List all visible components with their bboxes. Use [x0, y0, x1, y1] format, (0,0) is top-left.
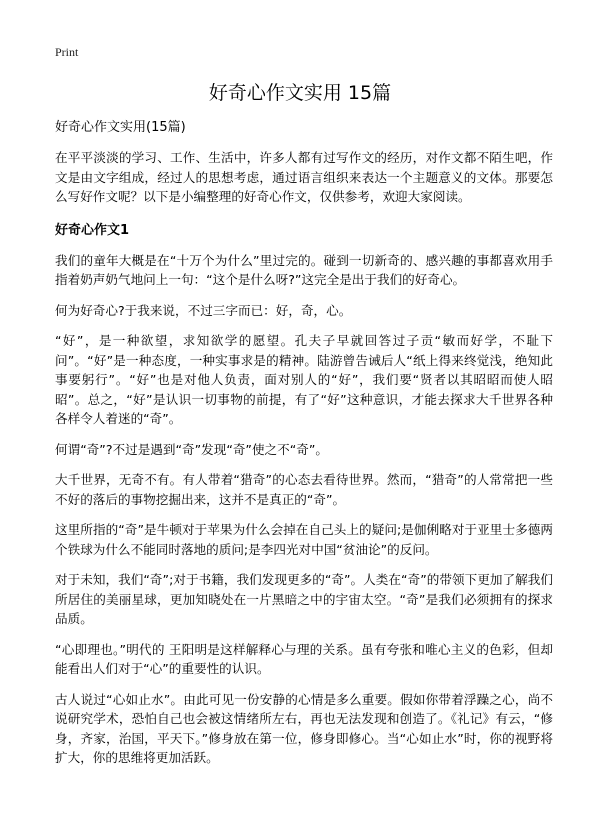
- body-paragraph: 何为好奇心?于我来说，不过三字而已：好，奇，心。: [55, 302, 352, 318]
- print-link[interactable]: Print: [55, 45, 79, 59]
- body-paragraph: “好”，是一种欲望，求知欲学的愿望。孔夫子早就回答过子贡“敏而好学，不耻下问”。“好”是一种态度，一种实事求是的精神。陆游曾告诫后人“纸上得来终觉浅，绝知此事要躬行”。“好”也是对他人负责，面对别人的“好”，我们要“贤者以其昭昭而使人昭昭”。总之，“好”是认识一切事物的前提，有了“好”这种意识，才能去探求大千世界各种各样令人着迷的“奇”。: [55, 333, 553, 426]
- body-paragraph: 这里所指的“奇”是牛顿对于苹果为什么会掉在自己头上的疑问;是伽俐略对于亚里士多德两个铁球为什么不能同时落地的质问;是李四光对中国“贫油论”的反问。: [55, 522, 553, 557]
- article-body: [55, 118, 553, 779]
- body-paragraph: 古人说过“心如止水”。由此可见一份安静的心情是多么重要。假如你带着浮躁之心，尚不说研究学术，恐怕自己也会被这情绪所左右，再也无法发现和创造了。《礼记》有云，“修身，齐家，治国，平天下。”修身放在第一位，修身即修心。当“心如止水”时，你的视野将扩大，你的思维将更加活跃。: [55, 691, 553, 765]
- section-heading: 好奇心作文1: [55, 222, 130, 238]
- body-paragraph: 我们的童年大概是在“十万个为什么”里过完的。碰到一切新奇的、感兴趣的事都喜欢用手指着奶声奶气地问上一句：“这个是什么呀?”这完全是出于我们的好奇心。: [55, 252, 553, 287]
- body-paragraph: “心即理也。”明代的 王阳明是这样解释心与理的关系。虽有夸张和唯心主义的色彩，但却能看出人们对于“心”的重要性的认识。: [55, 641, 553, 676]
- body-paragraph: 对于未知，我们“奇”;对于书籍，我们发现更多的“奇”。人类在“奇”的带领下更加了解我们所居住的美丽星球，更加知晓处在一片黑暗之中的宇宙太空。“奇”是我们必须拥有的探求品质。: [55, 572, 553, 626]
- body-paragraph: 何谓“奇”?不过是遇到“奇”发现“奇”使之不“奇”。: [55, 441, 328, 457]
- intro-paragraph: 在平平淡淡的学习、工作、生活中，许多人都有过写作文的经历，对作文都不陌生吧，作文是由文字组成，经过人的思想考虑，通过语言组织来表达一个主题意义的文体。那要怎么写好作文呢？以下是小编整理的好奇心作文，仅供参考，欢迎大家阅读。: [55, 150, 553, 204]
- page-title: 好奇心作文实用 15篇: [208, 82, 392, 104]
- body-paragraph: 大千世界，无奇不有。有人带着“猎奇”的心态去看待世界。然而，“猎奇”的人常常把一些不好的落后的事物挖掘出来，这并不是真正的“奇”。: [55, 472, 553, 507]
- document-subtitle: 好奇心作文实用(15篇): [55, 120, 186, 135]
